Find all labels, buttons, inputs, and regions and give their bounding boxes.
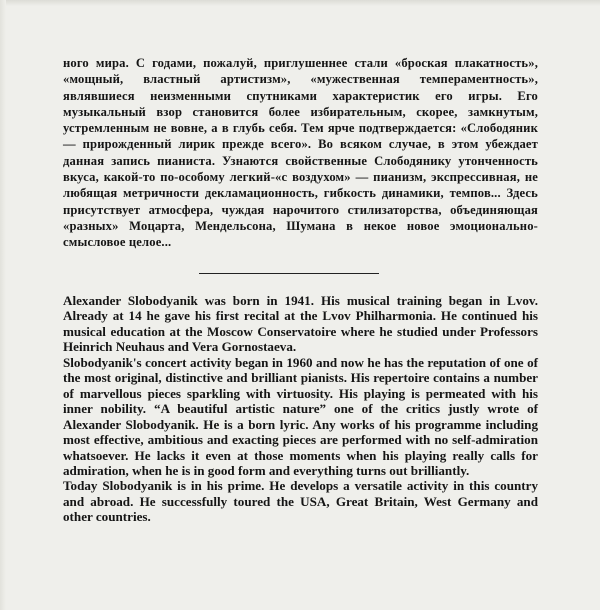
english-text-block: [63, 293, 538, 525]
section-divider: [199, 273, 379, 274]
page-left-edge-shadow: [0, 0, 6, 610]
russian-paragraph: ного мира. С годами, пожалуй, приглушеннее стали «броская плакатность», «мощный, властный артистизм», «мужественная темпераментность», являвшиеся неизменными спутниками характеристик его игры. Его музыкальный взор становится более избирательным, скорее, замкнутым, устремленным не вовне, а в глубь себя. Тем ярче подтверждается: «Слободяник — прирожденный лирик прежде всего». Во всяком случае, в этом убеждает данная запись пианиста. Узнаются свойственные Слободянику утонченность вкуса, какой-то по-особому легкий-«с воздухом» — пианизм, экспрессивная, не любящая метричности декламационность, гибкость динамики, темпов... Здесь присутствует атмосфера, чуждая нарочитого стилизаторства, объединяющая «разных» Моцарта, Мендельсона, Шумана в некое новое эмоционально-смысловое целое...: [63, 56, 538, 250]
russian-text-block: [63, 55, 538, 251]
english-paragraph-today: Today Slobodyanik is in his prime. He develops a versatile activity in this country and abroad. He successfully toured the USA, Great Britain, West Germany and other countries.: [63, 478, 538, 525]
english-paragraph-concert-activity: Slobodyanik's concert activity began in 1960 and now he has the reputation of one of the most original, distinctive and brilliant pianists. His repertoire contains a number of marvellous pieces sparkling with virtuosity. His playing is permeated with his inner nobility. “A beautiful artistic nature” one of the critics justly wrote of Alexander Slobodyanik. He is a born lyric. Any works of his programme including most effective, ambitious and exacting pieces are performed with no self-admiration whatsoever. He lacks it even at those moments when his playing really calls for admiration, when he is in good form and everything turns out brilliantly.: [63, 354, 538, 478]
english-paragraph-biography: Alexander Slobodyanik was born in 1941. His musical training began in Lvov. Already at 14 he gave his first recital at the Lvov Philharmonia. He continued his musical education at the Moscow Conservatoire where he studied under Professors Heinrich Neuhaus and Vera Gornostaeva.: [63, 293, 538, 355]
page-top-edge-shadow: [0, 0, 600, 6]
